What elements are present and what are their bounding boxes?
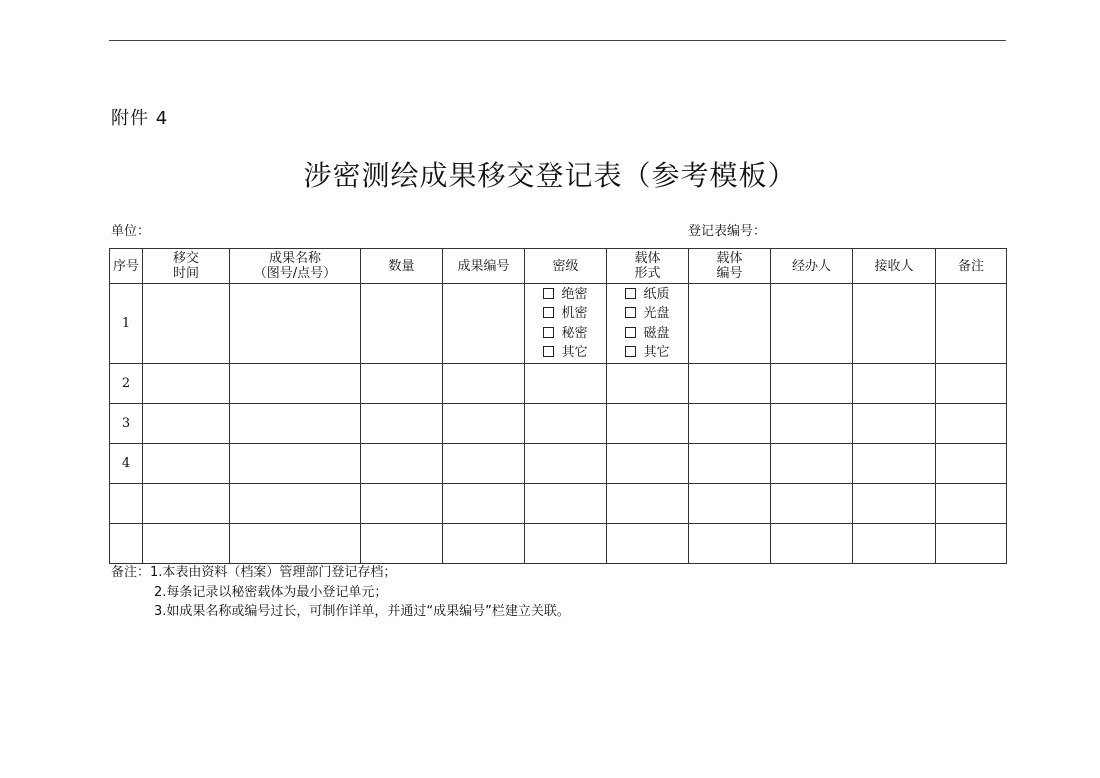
receiver-cell[interactable] (853, 284, 936, 364)
transfer-time-cell[interactable] (143, 284, 230, 364)
note-item (111, 563, 570, 583)
carrier-number-cell[interactable] (689, 444, 771, 484)
remarks-cell[interactable] (936, 284, 1007, 364)
quantity-cell[interactable] (361, 444, 443, 484)
header-seq: 序号 (110, 249, 143, 284)
quantity-cell[interactable] (361, 364, 443, 404)
handler-cell[interactable] (771, 364, 853, 404)
result-number-cell[interactable] (443, 284, 525, 364)
row-number (110, 524, 143, 564)
carrier-number-cell[interactable] (689, 524, 771, 564)
carrier-number-cell[interactable] (689, 404, 771, 444)
secret-option-other[interactable]: 其它 (543, 343, 587, 363)
header-rule (109, 40, 1006, 41)
remarks-cell[interactable] (936, 404, 1007, 444)
carrier-option-paper[interactable]: 纸质 (625, 285, 669, 305)
header-secret-level: 密级 (525, 249, 607, 284)
carrier-form-cell[interactable] (607, 364, 689, 404)
result-name-cell[interactable] (230, 484, 361, 524)
transfer-time-cell[interactable] (143, 524, 230, 564)
receiver-cell[interactable] (853, 364, 936, 404)
secret-option-secret[interactable]: 秘密 (543, 324, 587, 344)
carrier-number-cell[interactable] (689, 284, 771, 364)
unit-label: 单位： (111, 224, 151, 239)
remarks-cell[interactable] (936, 524, 1007, 564)
header-receiver: 接收人 (853, 249, 936, 284)
receiver-cell[interactable] (853, 404, 936, 444)
handler-cell[interactable] (771, 484, 853, 524)
secret-level-options (525, 284, 607, 364)
secret-level-cell[interactable] (525, 484, 607, 524)
result-name-cell[interactable] (230, 364, 361, 404)
carrier-option-magnetic-disk[interactable]: 磁盘 (625, 324, 669, 344)
handler-cell[interactable] (771, 524, 853, 564)
result-number-cell[interactable] (443, 364, 525, 404)
transfer-time-cell[interactable] (143, 444, 230, 484)
header-handler: 经办人 (771, 249, 853, 284)
row-number: 4 (110, 444, 143, 484)
carrier-number-cell[interactable] (689, 364, 771, 404)
header-remarks: 备注 (936, 249, 1007, 284)
quantity-cell[interactable] (361, 524, 443, 564)
attachment-label: 附件 4 (111, 108, 169, 129)
transfer-time-cell[interactable] (143, 364, 230, 404)
carrier-option-optical-disc[interactable]: 光盘 (625, 304, 669, 324)
carrier-form-options (607, 284, 689, 364)
result-number-cell[interactable] (443, 484, 525, 524)
header-row (110, 249, 1007, 284)
checkbox-icon[interactable] (543, 327, 554, 338)
header-carrier-number: 载体 编号 (689, 249, 771, 284)
header-transfer-time: 移交 时间 (143, 249, 230, 284)
table-row (110, 524, 1007, 564)
checkbox-icon[interactable] (543, 307, 554, 318)
header-carrier-form: 载体 形式 (607, 249, 689, 284)
registration-table (109, 248, 1007, 564)
result-number-cell[interactable] (443, 444, 525, 484)
transfer-time-cell[interactable] (143, 484, 230, 524)
header-result-number: 成果编号 (443, 249, 525, 284)
receiver-cell[interactable] (853, 444, 936, 484)
result-name-cell[interactable] (230, 444, 361, 484)
quantity-cell[interactable] (361, 284, 443, 364)
checkbox-icon[interactable] (625, 288, 636, 299)
notes-prefix: 备注： (111, 565, 151, 580)
row-number: 1 (110, 284, 143, 364)
checkbox-icon[interactable] (625, 327, 636, 338)
checkbox-icon[interactable] (625, 307, 636, 318)
note-item (111, 602, 570, 622)
remarks-cell[interactable] (936, 444, 1007, 484)
secret-level-cell[interactable] (525, 404, 607, 444)
table-row (110, 484, 1007, 524)
carrier-form-cell[interactable] (607, 524, 689, 564)
table-row (110, 444, 1007, 484)
header-quantity: 数量 (361, 249, 443, 284)
checkbox-icon[interactable] (625, 346, 636, 357)
secret-option-confidential[interactable]: 机密 (543, 304, 587, 324)
notes-section (111, 563, 570, 622)
carrier-form-cell[interactable] (607, 444, 689, 484)
note-item (111, 583, 570, 603)
carrier-option-other[interactable]: 其它 (625, 343, 669, 363)
remarks-cell[interactable] (936, 484, 1007, 524)
checkbox-icon[interactable] (543, 346, 554, 357)
result-name-cell[interactable] (230, 284, 361, 364)
note-text: 3.如成果名称或编号过长，可制作详单，并通过“成果编号”栏建立关联。 (154, 604, 570, 619)
quantity-cell[interactable] (361, 484, 443, 524)
result-number-cell[interactable] (443, 524, 525, 564)
receiver-cell[interactable] (853, 524, 936, 564)
carrier-form-cell[interactable] (607, 484, 689, 524)
checkbox-icon[interactable] (543, 288, 554, 299)
carrier-number-cell[interactable] (689, 484, 771, 524)
row-number (110, 484, 143, 524)
result-name-cell[interactable] (230, 404, 361, 444)
table-row (110, 364, 1007, 404)
secret-level-cell[interactable] (525, 444, 607, 484)
row-number: 3 (110, 404, 143, 444)
header-result-name: 成果名称 （图号/点号） (230, 249, 361, 284)
handler-cell[interactable] (771, 444, 853, 484)
note-text: 1.本表由资料（档案）管理部门登记存档； (150, 565, 397, 580)
row-number: 2 (110, 364, 143, 404)
secret-level-cell[interactable] (525, 364, 607, 404)
result-name-cell[interactable] (230, 524, 361, 564)
secret-option-top-secret[interactable]: 绝密 (543, 285, 587, 305)
secret-level-cell[interactable] (525, 524, 607, 564)
transfer-time-cell[interactable] (143, 404, 230, 444)
handler-cell[interactable] (771, 284, 853, 364)
handler-cell[interactable] (771, 404, 853, 444)
table-row (110, 284, 1007, 364)
remarks-cell[interactable] (936, 364, 1007, 404)
note-text: 2.每条记录以秘密载体为最小登记单元； (154, 584, 388, 600)
receiver-cell[interactable] (853, 484, 936, 524)
quantity-cell[interactable] (361, 404, 443, 444)
result-number-cell[interactable] (443, 404, 525, 444)
form-number-label: 登记表编号： (688, 224, 767, 239)
page-title: 涉密测绘成果移交登记表（参考模板） (303, 159, 797, 192)
carrier-form-cell[interactable] (607, 404, 689, 444)
table-row (110, 404, 1007, 444)
